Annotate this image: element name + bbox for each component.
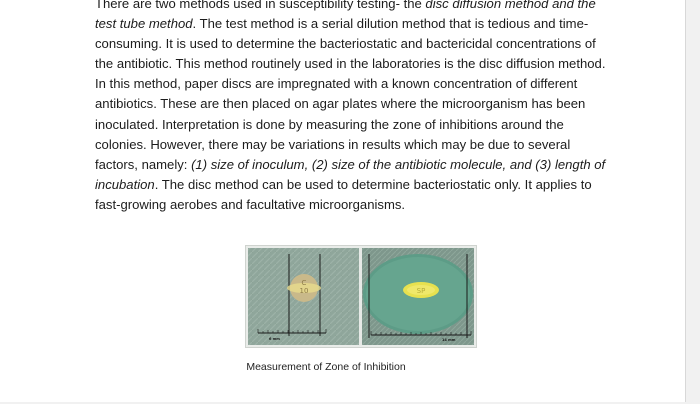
left-scale-label: 6 mm [269, 337, 280, 341]
zone-of-inhibition-figure [245, 245, 477, 348]
right-plate-panel [362, 248, 474, 345]
figure-caption: Measurement of Zone of Inhibition [246, 361, 406, 373]
left-plate-panel [248, 248, 359, 345]
left-disc-label-2: 10 [299, 287, 309, 295]
paragraph-italic-methods: disc diffusion method and the test tube method [95, 0, 596, 32]
paragraph-text-3: . The disc method can be used to determine bacteriostatic only. It applies to fast-growing aerobes and facultative microorganisms. [95, 176, 592, 212]
body-paragraph [95, 0, 615, 215]
paragraph-italic-factors: (1) size of inoculum, (2) size of the antibiotic molecule, and (3) length of incubation [95, 156, 606, 192]
right-disc-label: SP [416, 287, 426, 295]
left-disc-label-1: C [301, 279, 307, 287]
paragraph-text-2: . The test method is a serial dilution method that is tedious and time-consuming. It is used to determine the bacteriostatic and bactericidal concentrations of the antibiotic. This method routinely used in the laboratories is the disc diffusion method. In this method, paper discs are impregnated with a known concentration of different antibiotics. These are then placed on agar plates where the microorganism has been inoculated. Interpretation is done by measuring the zone of inhibitions around the colonies. However, there may be variations in results which may be due to several factors, namely: [95, 16, 606, 172]
agar-plate-photo [246, 246, 476, 347]
paragraph-text-1: There are two methods used in susceptibility testing- the [95, 0, 426, 11]
right-scale-label: 14 mm [442, 338, 456, 342]
